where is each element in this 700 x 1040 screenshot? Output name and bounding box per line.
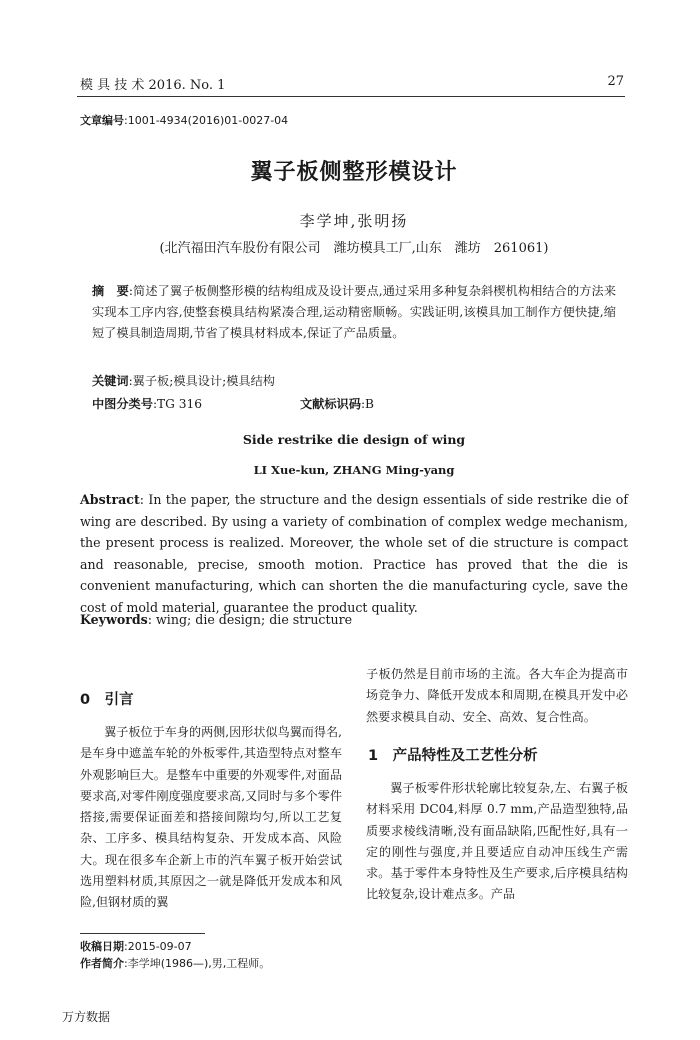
english-title: Side restrike die design of wing [242,432,466,447]
header-rule [77,96,625,97]
english-keywords-label: Keywords [80,612,148,627]
received-value: :2015-09-07 [124,940,192,953]
english-keywords [80,612,352,627]
section-heading-intro: 0 引言 [80,692,134,708]
article-number-label: 文章编号 [80,114,124,127]
section-heading-product: 1 产品特性及工艺性分析 [368,748,538,764]
keywords-cn [92,372,275,389]
classification-number [92,395,202,412]
abstract-cn [92,281,616,344]
intro-paragraph: 翼子板位于车身的两侧,因形状似鸟翼而得名,是车身中遮盖车轮的外板零件,其造型特点对整车外观影响巨大。是整车中重要的外观零件,对面品要求高,对零件刚度强度要求高,又同时与多个零件搭接,需要保证面差和搭接间隙均匀,所以工艺复杂、工序多、模具结构复杂、开发成本高、风险大。现在很多车企新上市的汽车翼子板开始尝试选用塑料材质,其原因之一就是降低开发成本和风险,但钢材质的翼 [80,725,342,910]
received-label: 收稿日期 [80,940,124,953]
english-authors: LI Xue-kun, ZHANG Ming-yang [253,463,455,477]
bio-value: :李学坤(1986—),男,工程师。 [124,957,271,970]
watermark: 万方数据 [62,1010,111,1024]
classification-label: 中图分类号 [92,397,153,411]
english-abstract-label: Abstract [80,492,140,507]
running-header: 模 具 技 术 2016. No. 1 [80,78,226,93]
footnote-rule [80,933,205,934]
english-abstract [80,489,628,618]
classification-value: :TG 316 [152,397,203,411]
authors: 李学坤,张明扬 [299,212,409,230]
article-number [80,112,288,128]
paper-title: 翼子板侧整形模设计 [250,160,458,185]
intro-paragraph-continued: 子板仍然是目前市场的主流。各大车企为提高市场竞争力、降低开发成本和周期,在模具开发中必然要求模具自动、安全、高效、复合性高。 [366,667,628,724]
bio-label: 作者简介 [80,957,124,970]
keywords-cn-label: 关键词 [92,374,129,388]
doc-code-label: 文献标识码 [300,397,361,411]
abstract-cn-text: :简述了翼子板侧整形模的结构组成及设计要点,通过采用多种复杂斜楔机构相结合的方法来实现本工序内容,使整套模具结构紧凑合理,运动精密顺畅。实践证明,该模具加工制作方便快捷,缩短了模具制造周期,节省了模具材料成本,保证了产品质量。 [92,284,617,340]
affiliation: (北汽福田汽车股份有限公司 潍坊模具工厂,山东 潍坊 261061) [159,241,549,256]
footnote-bio [80,955,270,971]
page-number: 27 [607,74,624,89]
article-number-value: :1001-4934(2016)01-0027-04 [124,114,289,127]
product-paragraph: 翼子板零件形状轮廓比较复杂,左、右翼子板材料采用 DC04,料厚 0.7 mm,产品造型独特,品质要求棱线清晰,没有面品缺陷,匹配性好,具有一定的刚性与强度,并且要适应自动冲压线生产需求。基于零件本身特性及生产要求,后序模具结构比较复杂,设计难点多。产品 [366,781,628,902]
abstract-cn-label: 摘 要 [92,284,129,298]
english-keywords-value: : wing; die design; die structure [147,612,353,627]
doc-code-value: :B [360,397,374,411]
document-code [300,395,374,412]
english-abstract-text: : In the paper, the structure and the design essentials of side restrike die of wing are described. By using a variety of combination of complex wedge mechanism, the present process is realized. Moreover, the whole set of die structure is compact and reasonable, precise, smooth motion. Practice has proved that the die is convenient manufacturing, which can shorten the die manufacturing cycle, save the cost of mold material, guarantee the product quality. [80,492,628,615]
keywords-cn-value: :翼子板;模具设计;模具结构 [128,374,275,388]
footnote-received [80,938,192,954]
